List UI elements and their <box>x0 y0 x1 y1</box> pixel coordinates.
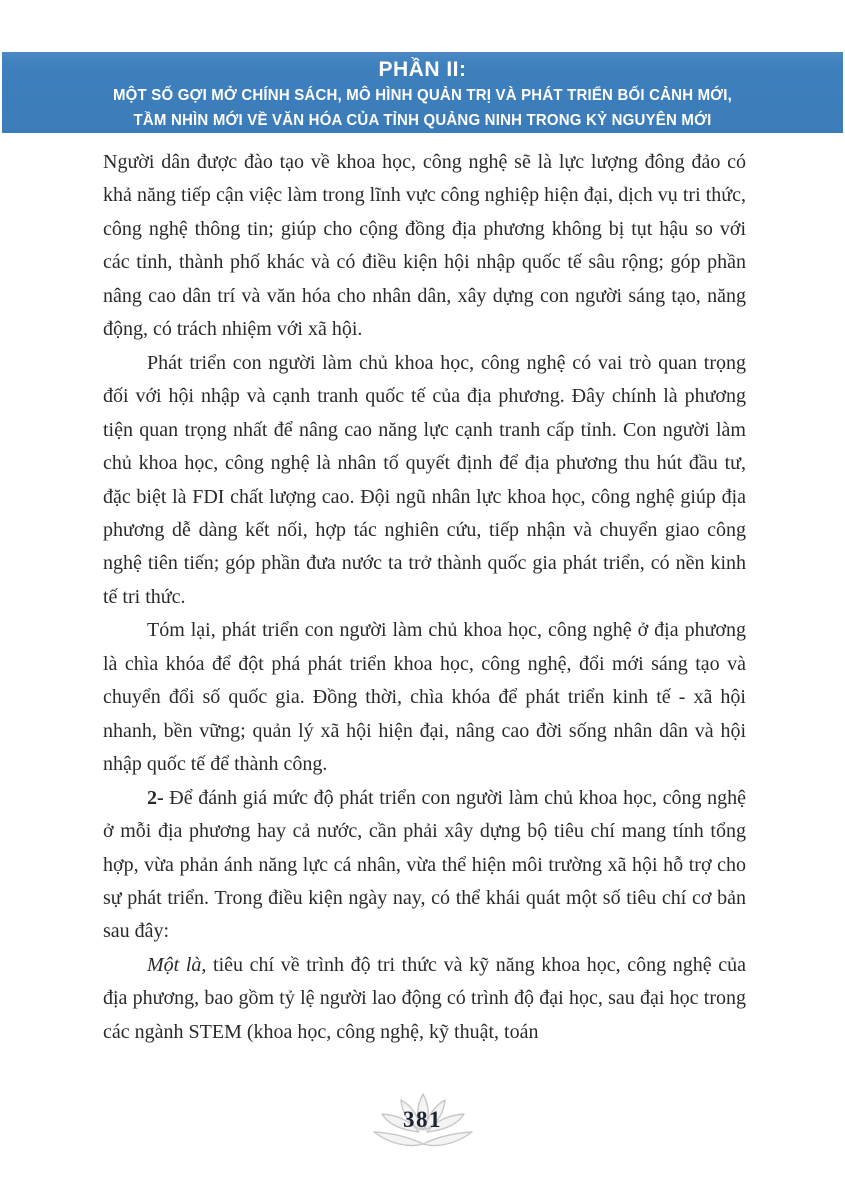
paragraph-text: Người dân được đào tạo về khoa học, công nghệ sẽ là lực lượng đông đảo có khả năng tiếp cận việc làm trong lĩnh vực công nghiệp hiện đại, dịch vụ tri thức, công nghệ thông tin; giúp cho cộng đồng địa phương không bị tụt hậu so với các tỉnh, thành phố khác và có điều kiện hội nhập quốc tế sâu rộng; góp phần nâng cao dân trí và văn hóa cho nhân dân, xây dựng con người sáng tạo, năng động, có trách nhiệm với xã hội. <box>103 151 746 341</box>
page-footer <box>0 1092 845 1162</box>
section-header-banner <box>2 52 843 133</box>
paragraph-text: Tóm lại, phát triển con người làm chủ khoa học, công nghệ ở địa phương là chìa khóa để đột phá phát triển khoa học, công nghệ, đổi mới sáng tạo và chuyển đổi số quốc gia. Đồng thời, chìa khóa để phát triển kinh tế - xã hội nhanh, bền vững; quản lý xã hội hiện đại, nâng cao đời sống nhân dân và hội nhập quốc tế để thành công. <box>103 619 746 776</box>
paragraph-text: Phát triển con người làm chủ khoa học, công nghệ có vai trò quan trọng đối với hội nhập và cạnh tranh quốc tế của địa phương. Đây chính là phương tiện quan trọng nhất để nâng cao năng lực cạnh tranh cấp tỉnh. Con người làm chủ khoa học, công nghệ là nhân tố quyết định để địa phương thu hút đầu tư, đặc biệt là FDI chất lượng cao. Đội ngũ nhân lực khoa học, công nghệ giúp địa phương dễ dàng kết nối, hợp tác nghiên cứu, tiếp nhận và chuyển giao công nghệ tiên tiến; góp phần đưa nước ta trở thành quốc gia phát triển, có nền kinh tế tri thức. <box>103 351 746 608</box>
page-number: 381 <box>403 1107 442 1132</box>
paragraph-text: Để đánh giá mức độ phát triển con người làm chủ khoa học, công nghệ ở mỗi địa phương hay cả nước, cần phải xây dựng bộ tiêu chí mang tính tổng hợp, vừa phản ánh năng lực cá nhân, vừa thể hiện môi trường xã hội hỗ trợ cho sự phát triển. Trong điều kiện ngày nay, có thể khái quát một số tiêu chí cơ bản sau đây: <box>103 786 746 943</box>
lotus-icon <box>371 1092 475 1154</box>
page-body-text <box>103 146 746 1049</box>
paragraph-continuation <box>103 146 746 347</box>
paragraph-lead-bold: 2- <box>147 786 164 809</box>
paragraph-mot-la <box>103 949 746 1049</box>
section-subtitle-line-2: TẦM NHÌN MỚI VỀ VĂN HÓA CỦA TỈNH QUẢNG NINH TRONG KỶ NGUYÊN MỚI <box>133 111 712 130</box>
paragraph <box>103 347 746 615</box>
section-subtitle-line-1: MỘT SỐ GỢI MỞ CHÍNH SÁCH, MÔ HÌNH QUẢN TRỊ VÀ PHÁT TRIỂN BỐI CẢNH MỚI, <box>112 86 733 105</box>
paragraph-text: tiêu chí về trình độ tri thức và kỹ năng khoa học, công nghệ của địa phương, bao gồm tỷ lệ người lao động có trình độ đại học, sau đại học trong các ngành STEM (khoa học, công nghệ, kỹ thuật, toán <box>103 953 746 1043</box>
paragraph <box>103 614 746 781</box>
section-part-label: PHẦN II: <box>378 58 467 81</box>
paragraph-numbered-2 <box>103 782 746 949</box>
paragraph-lead-italic: Một là, <box>147 953 207 976</box>
